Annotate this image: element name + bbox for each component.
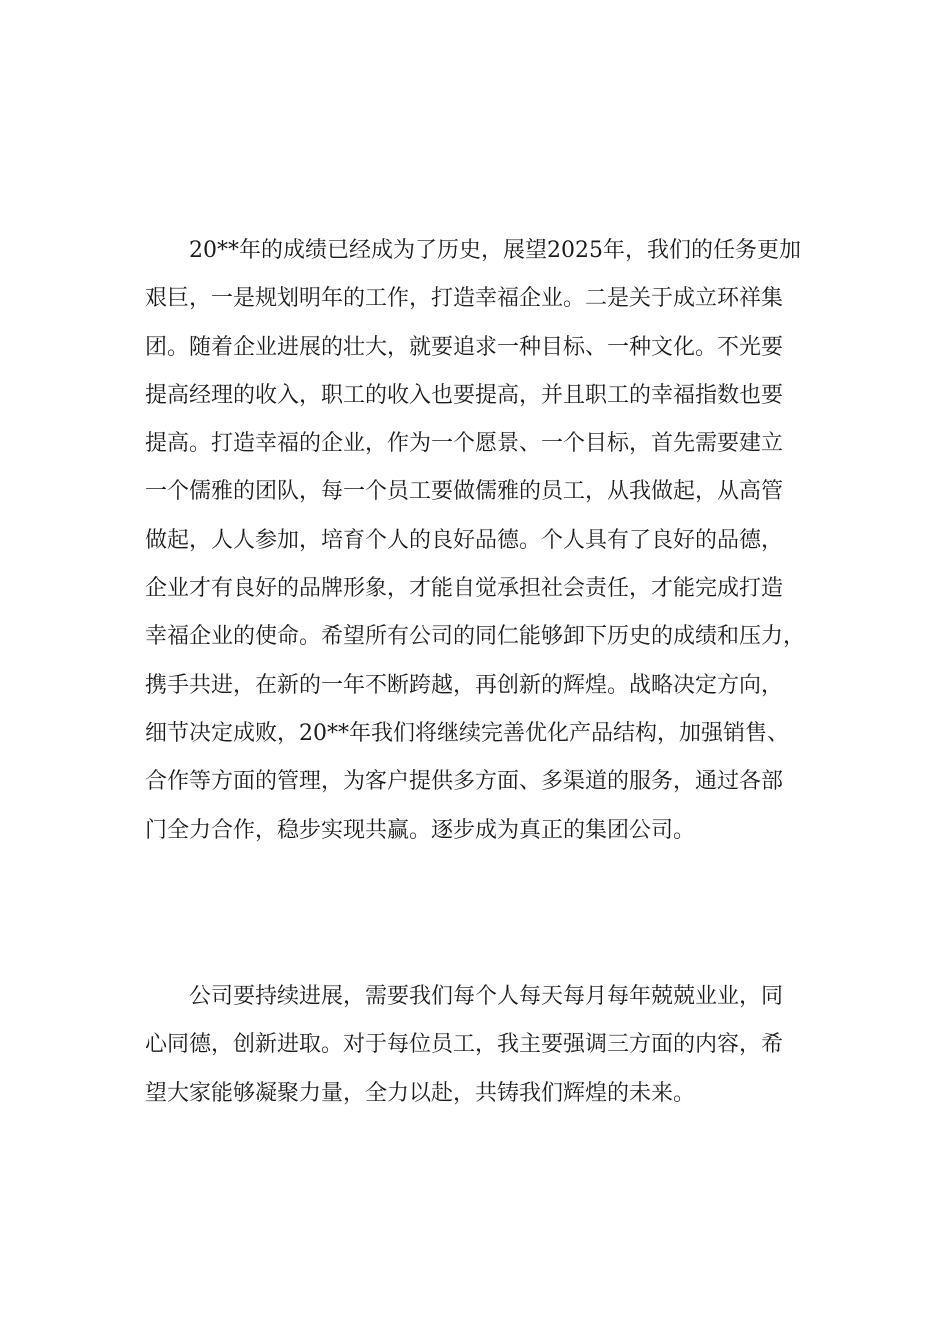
paragraph-line: 幸福企业的使命。希望所有公司的同仁能够卸下历史的成绩和压力， <box>145 624 806 650</box>
paragraph-line: 望大家能够凝聚力量，全力以赴，共铸我们辉煌的未来。 <box>145 1080 696 1106</box>
paragraph-line: 20**年的成绩已经成为了历史，展望2025年，我们的任务更加 <box>189 238 801 263</box>
paragraph-achievements <box>145 227 825 855</box>
paragraph-line: 提高。打造幸福的企业，作为一个愿景、一个目标，首先需要建立 <box>145 431 784 457</box>
paragraph-expectations <box>145 973 825 1118</box>
paragraph-line: 心同德，创新进取。对于每位员工，我主要强调三方面的内容，希 <box>145 1032 784 1058</box>
paragraph-line: 团。随着企业进展的壮大，就要追求一种目标、一种文化。不光要 <box>145 334 784 360</box>
paragraph-line: 合作等方面的管理，为客户提供多方面、多渠道的服务，通过各部 <box>145 769 784 795</box>
paragraph-line: 携手共进，在新的一年不断跨越，再创新的辉煌。战略决定方向， <box>145 672 784 698</box>
paragraph-line: 一个儒雅的团队，每一个员工要做儒雅的员工，从我做起，从高管 <box>145 479 784 505</box>
paragraph-line: 细节决定成败，20**年我们将继续完善优化产品结构，加强销售、 <box>145 720 789 746</box>
paragraph-line: 提高经理的收入，职工的收入也要提高，并且职工的幸福指数也要 <box>145 382 784 408</box>
paragraph-line: 公司要持续进展，需要我们每个人每天每月每年兢兢业业，同 <box>189 984 784 1009</box>
paragraph-line: 门全力合作，稳步实现共赢。逐步成为真正的集团公司。 <box>145 817 696 843</box>
paragraph-line: 做起，人人参加，培育个人的良好品德。个人具有了良好的品德， <box>145 527 784 553</box>
paragraph-line: 艰巨，一是规划明年的工作，打造幸福企业。二是关于成立环祥集 <box>145 286 784 312</box>
paragraph-line: 企业才有良好的品牌形象，才能自觉承担社会责任，才能完成打造 <box>145 576 784 602</box>
